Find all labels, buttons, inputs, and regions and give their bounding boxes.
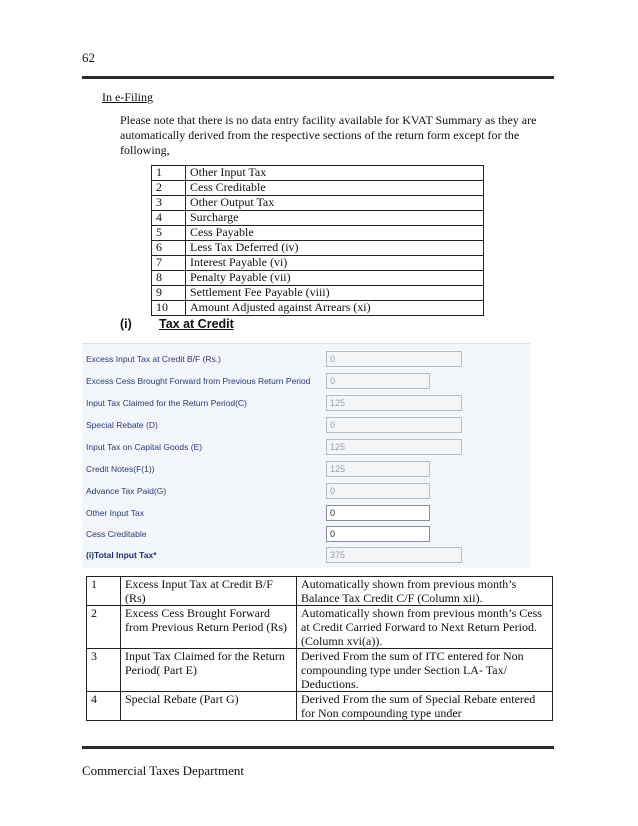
field-label: Advance Tax Paid(G) bbox=[86, 486, 167, 496]
table-row bbox=[152, 256, 484, 271]
field-name: Input Tax Claimed for the Return Period( Part E) bbox=[121, 649, 297, 692]
field-label: Input Tax on Capital Goods (E) bbox=[86, 442, 203, 452]
total-input-tax-field[interactable]: 375 bbox=[326, 547, 462, 563]
item-label: Cess Payable bbox=[186, 226, 484, 241]
table-row bbox=[152, 241, 484, 256]
item-label: Cess Creditable bbox=[186, 181, 484, 196]
row-number: 4 bbox=[87, 692, 121, 721]
sub-heading-label: (i) bbox=[120, 317, 132, 331]
table-row bbox=[152, 271, 484, 286]
field-label: Special Rebate (D) bbox=[86, 420, 158, 430]
other-input-tax-field[interactable]: 0 bbox=[326, 505, 430, 521]
field-label: (i)Total Input Tax* bbox=[86, 550, 157, 560]
form-row bbox=[82, 482, 530, 503]
special-rebate-field[interactable]: 0 bbox=[326, 417, 462, 433]
sub-heading-title: Tax at Credit bbox=[159, 317, 234, 331]
table-row bbox=[152, 286, 484, 301]
item-number: 1 bbox=[152, 166, 186, 181]
excess-cess-field[interactable]: 0 bbox=[326, 373, 430, 389]
table-row bbox=[152, 166, 484, 181]
form-row bbox=[82, 416, 530, 437]
form-row bbox=[82, 438, 530, 459]
page-number: 62 bbox=[82, 50, 95, 65]
item-number: 7 bbox=[152, 256, 186, 271]
cess-creditable-field[interactable]: 0 bbox=[326, 526, 430, 542]
field-label: Excess Input Tax at Credit B/F (Rs.) bbox=[86, 354, 221, 364]
field-label: Cess Creditable bbox=[86, 529, 147, 539]
form-row bbox=[82, 525, 530, 546]
table-row bbox=[87, 692, 553, 721]
form-row bbox=[82, 372, 530, 393]
exception-items-table bbox=[151, 165, 484, 316]
intro-paragraph: Please note that there is no data entry facility available for KVAT Summary as they are automatically derived from the respective sections of the return form except for the following, bbox=[120, 113, 537, 157]
page-footer: Commercial Taxes Department bbox=[82, 763, 245, 778]
field-label: Other Input Tax bbox=[86, 508, 144, 518]
item-label: Penalty Payable (vii) bbox=[186, 271, 484, 286]
field-description: Automatically shown from previous month’s Balance Tax Credit C/F (Column xii). bbox=[297, 577, 553, 606]
item-label: Less Tax Deferred (iv) bbox=[186, 241, 484, 256]
item-label: Settlement Fee Payable (viii) bbox=[186, 286, 484, 301]
table-row bbox=[152, 196, 484, 211]
credit-notes-field[interactable]: 125 bbox=[326, 461, 430, 477]
field-description-table bbox=[86, 576, 553, 721]
form-row bbox=[82, 460, 530, 481]
item-label: Other Output Tax bbox=[186, 196, 484, 211]
capital-goods-field[interactable]: 125 bbox=[326, 439, 462, 455]
excess-input-tax-field[interactable]: 0 bbox=[326, 351, 462, 367]
item-number: 8 bbox=[152, 271, 186, 286]
item-number: 9 bbox=[152, 286, 186, 301]
item-number: 5 bbox=[152, 226, 186, 241]
table-row bbox=[152, 181, 484, 196]
field-description: Automatically shown from previous month’s Cess at Credit Carried Forward to Next Return Period. (Column xvi(a)). bbox=[297, 606, 553, 649]
item-number: 10 bbox=[152, 301, 186, 316]
table-row bbox=[152, 226, 484, 241]
item-number: 3 bbox=[152, 196, 186, 211]
form-row bbox=[82, 504, 530, 525]
row-number: 1 bbox=[87, 577, 121, 606]
item-label: Other Input Tax bbox=[186, 166, 484, 181]
field-description: Derived From the sum of Special Rebate entered for Non compounding type under bbox=[297, 692, 553, 721]
tax-credit-form-screenshot bbox=[82, 343, 530, 568]
form-row bbox=[82, 546, 530, 567]
input-tax-claimed-field[interactable]: 125 bbox=[326, 395, 462, 411]
section-heading: In e-Filing bbox=[102, 90, 153, 104]
table-row bbox=[152, 211, 484, 226]
form-row bbox=[82, 350, 530, 371]
item-number: 4 bbox=[152, 211, 186, 226]
item-number: 6 bbox=[152, 241, 186, 256]
item-number: 2 bbox=[152, 181, 186, 196]
table-row bbox=[87, 606, 553, 649]
item-label: Surcharge bbox=[186, 211, 484, 226]
table-row bbox=[152, 301, 484, 316]
item-label: Interest Payable (vi) bbox=[186, 256, 484, 271]
field-description: Derived From the sum of ITC entered for Non compounding type under Section LA- Tax/ Deductions. bbox=[297, 649, 553, 692]
advance-tax-field[interactable]: 0 bbox=[326, 483, 430, 499]
form-row bbox=[82, 394, 530, 415]
item-label: Amount Adjusted against Arrears (xi) bbox=[186, 301, 484, 316]
field-name: Excess Input Tax at Credit B/F (Rs) bbox=[121, 577, 297, 606]
field-name: Excess Cess Brought Forward from Previous Return Period (Rs) bbox=[121, 606, 297, 649]
field-label: Credit Notes(F(1)) bbox=[86, 464, 155, 474]
table-row bbox=[87, 577, 553, 606]
footer-rule bbox=[82, 746, 554, 749]
field-label: Input Tax Claimed for the Return Period(C) bbox=[86, 398, 247, 408]
field-name: Special Rebate (Part G) bbox=[121, 692, 297, 721]
field-label: Excess Cess Brought Forward from Previous Return Period bbox=[86, 376, 311, 386]
row-number: 2 bbox=[87, 606, 121, 649]
header-rule bbox=[82, 76, 554, 79]
row-number: 3 bbox=[87, 649, 121, 692]
table-row bbox=[87, 649, 553, 692]
